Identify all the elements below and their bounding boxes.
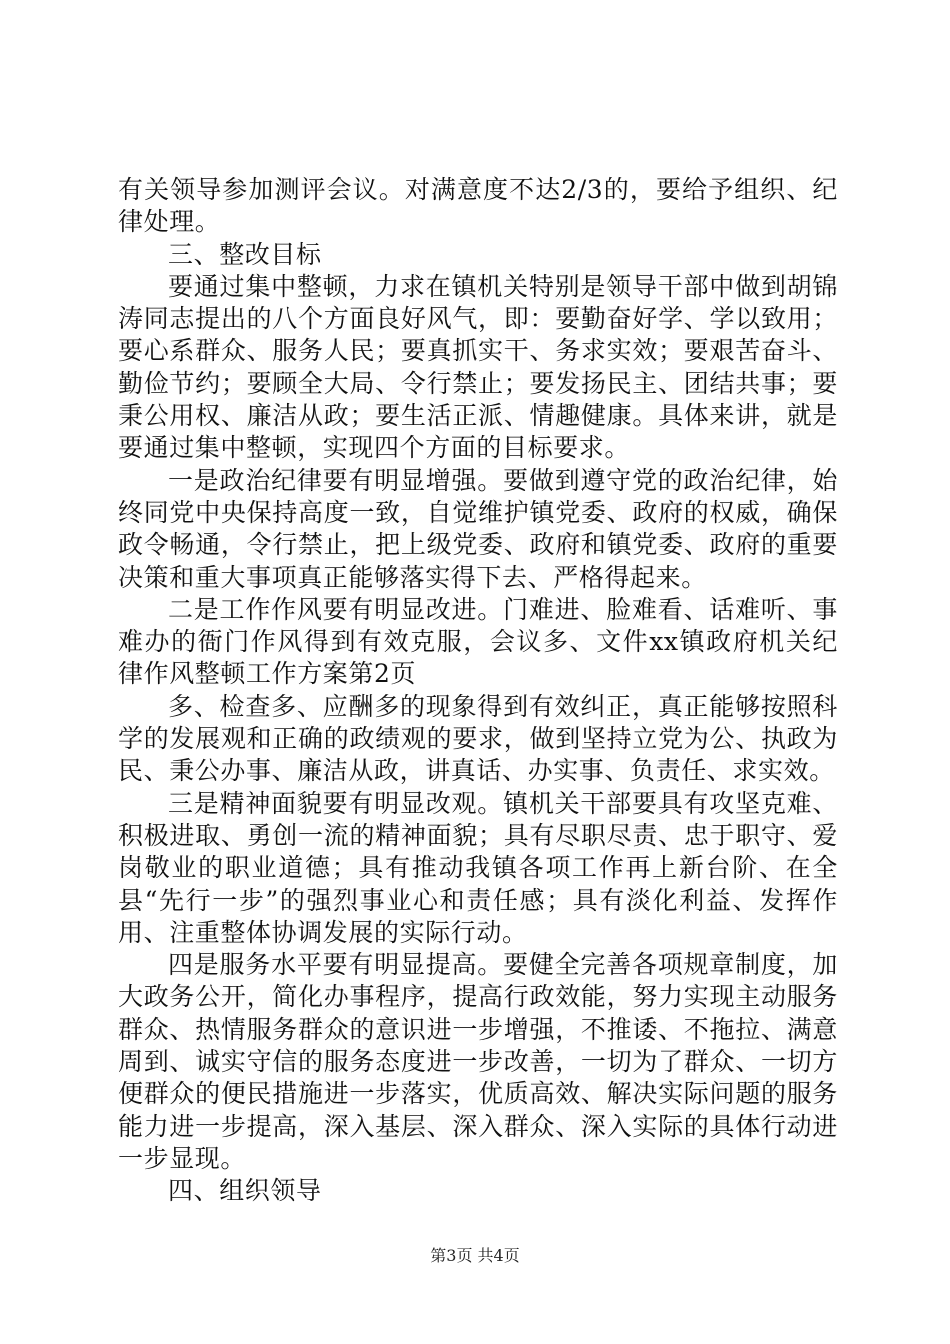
paragraph-service-level: 四是服务水平要有明显提高。要健全完善各项规章制度，加大政务公开，简化办事程序，提高行政效能，努力实现主动服务群众、热情服务群众的意识进一步增强，不推诿、不拖拉、满意周到、诚实守信的服务态度进一步改善，一切为了群众、一切方便群众的便民措施进一步落实，优质高效、解决实际问题的服务能力进一步提高，深入基层、深入群众、深入实际的具体行动进一步显现。: [118, 950, 838, 1173]
paragraph-political-discipline: 一是政治纪律要有明显增强。要做到遵守党的政治纪律，始终同党中央保持高度一致，自觉维护镇党委、政府的权威，确保政令畅通，令行禁止，把上级党委、政府和镇党委、政府的重要决策和重大事项真正能够落实得下去、严格得起来。: [118, 465, 838, 592]
paragraph-work-style-continued: 多、检查多、应酬多的现象得到有效纠正，真正能够按照科学的发展观和正确的政绩观的要求，做到坚持立党为公、执政为民、秉公办事、廉洁从政，讲真话、办实事、负责任、求实效。: [118, 691, 838, 786]
paragraph-goals-intro: 要通过集中整顿，力求在镇机关特别是领导干部中做到胡锦涛同志提出的八个方面良好风气，即：要勤奋好学、学以致用；要心系群众、服务人民；要真抓实干、务求实效；要艰苦奋斗、勤俭节约；要顾全大局、令行禁止；要发扬民主、团结共事；要秉公用权、廉洁从政；要生活正派、情趣健康。具体来讲，就是要通过集中整顿，实现四个方面的目标要求。: [118, 271, 838, 463]
paragraph-work-style: 二是工作作风要有明显改进。门难进、脸难看、话难听、事难办的衙门作风得到有效克服，会议多、文件xx镇政府机关纪律作风整顿工作方案第2页: [118, 594, 838, 689]
document-body: [118, 174, 838, 1208]
page-number-footer: 第3页 共4页: [430, 1246, 520, 1265]
section-heading-organization-leadership: 四、组织领导: [168, 1176, 322, 1206]
paragraph-mental-outlook: 三是精神面貌要有明显改观。镇机关干部要具有攻坚克难、积极进取、勇创一流的精神面貌；具有尽职尽责、忠于职守、爱岗敬业的职业道德；具有推动我镇各项工作再上新台阶、在全县“先行一步”的强烈事业心和责任感；具有淡化利益、发挥作用、注重整体协调发展的实际行动。: [118, 788, 838, 947]
paragraph-continuation: 有关领导参加测评会议。对满意度不达2/3的，要给予组织、纪律处理。: [118, 175, 838, 237]
section-heading-rectification-goals: 三、整改目标: [168, 239, 322, 269]
